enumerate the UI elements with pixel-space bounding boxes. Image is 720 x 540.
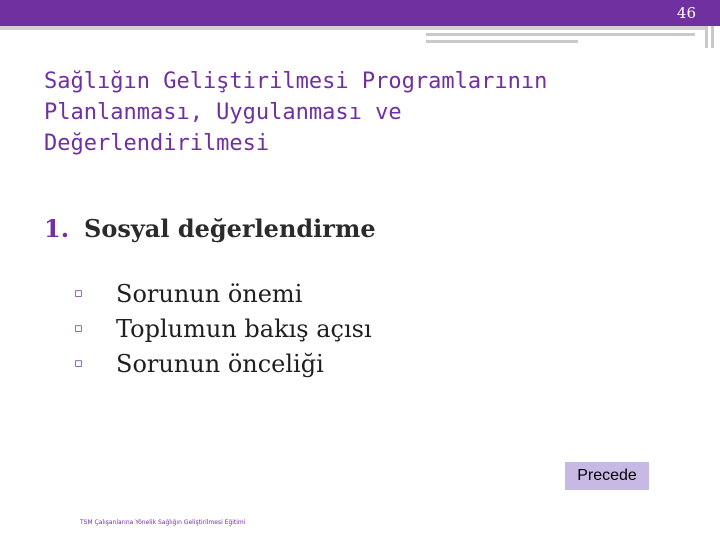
slide-title	[44, 66, 644, 159]
header-band	[0, 0, 720, 26]
page-number: 46	[676, 4, 696, 22]
bullet-square-icon: ▫	[74, 286, 83, 301]
header-rule	[705, 26, 708, 48]
title-line: Sağlığın Geliştirilmesi Programlarının	[44, 69, 548, 94]
title-line: Planlanması, Uygulanması ve	[44, 100, 402, 125]
header-rule	[426, 40, 578, 43]
bullet-square-icon: ▫	[74, 321, 83, 336]
bullet-text: Toplumun bakış açısı	[116, 314, 372, 343]
bullet-item	[74, 276, 372, 311]
bullet-text: Sorunun önceliği	[116, 349, 324, 378]
bullet-item	[74, 311, 372, 346]
bullet-list	[74, 276, 372, 381]
item-number: 1.	[44, 214, 70, 243]
numbered-item	[44, 214, 376, 243]
bullet-item	[74, 346, 372, 381]
bullet-square-icon: ▫	[74, 356, 83, 371]
header-rule	[426, 33, 695, 36]
item-text: Sosyal değerlendirme	[84, 214, 376, 243]
header-rule	[711, 26, 714, 48]
precede-label: Precede	[565, 462, 649, 490]
title-line: Değerlendirilmesi	[44, 131, 270, 156]
footer-text: TSM Çalışanlarına Yönelik Sağlığın Geliştirilmesi Eğitimi	[80, 519, 246, 526]
bullet-text: Sorunun önemi	[116, 279, 303, 308]
header-rule	[0, 26, 705, 30]
